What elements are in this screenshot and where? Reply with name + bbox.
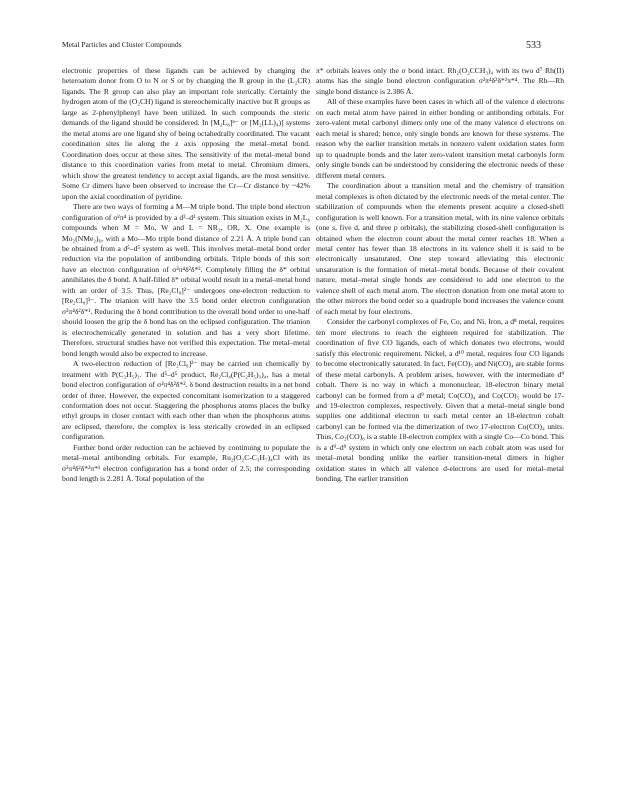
left-column xyxy=(62,66,310,485)
paragraph: electronic properties of these ligands can be achieved by changing the heteroatom donor from O to N or S or by changing the R group in the (L₂CR) ligands. The R group can also play an important role sterically. Certainly the hydrogen atom of the (O₂CH) ligand is stereochemically inactive but R groups as large as 2-phenylphenyl have been utilized. In such compounds the steric demands of the ligand should be considered. In [M₂L₈]ⁿ⁻ or [M₂(LL)₄)] systems the metal atoms are one ligand shy of being octahedrally coordinated. The vacant coordination sites lie along the z axis opposing the metal–metal bond. Coordination does occur at these sites. The sensitivity of the metal–metal bond distance to this coordination varies from metal to metal. Chromium dimers, which show the greatest tendency to accept axial ligands, are the most sensitive. Some Cr dimers have been observed to increase the Cr—Cr distance by ~42% upon the axial coordination of pyridine. xyxy=(62,66,310,201)
paragraph: A two-electron reduction of [Re₂Cl₈]²⁻ may be carried out chemically by treatment with P(C₂H₅)₃. The d⁵–d⁵ product, Re₂Cl₄(P(C₂H₅)₃)₄, has a metal bond electron configuration of σ²π⁴δ²δ*². δ bond destruction results in a net bond order of three. However, the expected concomitant isomerization to a staggered conformation does not occur. Staggering the phosphorus atoms places the bulky ethyl groups in closer contact with each other than when the phosphorus atoms are eclipsed, therefore, the complex is less sterically crowded in an eclipsed configuration. xyxy=(62,359,310,442)
right-column xyxy=(316,66,564,485)
page-number: 533 xyxy=(526,40,541,51)
paragraph: Further bond order reduction can be achieved by continuing to populate the metal–metal antibonding orbitals. For example, Ru₂(O₂C-C₃H₇)₄Cl with its σ²π⁴δ²δ*²π*¹ electron configuration has a bond order of 2.5; the corresponding bond length is 2.281 Å. Total population of the xyxy=(62,442,310,484)
paragraph: There are two ways of forming a M—M triple bond. The triple bond electron configuration of σ²π⁴ is provided by a d³–d³ system. This situation exists in M₂L₆ compounds when M = Mo, W and L = NR₂, OR, X. One example is Mo₂(NMe₂)₆, with a Mo—Mo triple bond distance of 2.21 Å. A triple bond can be obtained from a d⁵–d⁵ system as well. This involves metal–metal bond order reduction via the population of antibonding orbitals. Triple bonds of this sort have an electron configuration of σ²π⁴δ²δ*². Completely filling the δ* orbital annihilates the δ bond. A half-filled δ* orbital would result in a metal–metal bond with an order of 3.5. Thus, [Re₂Cl₈]²⁻ undergoes one-electron reduction to [Re₂Cl₈]³⁻. The trianion will have the 3.5 bond order electron configuration σ²π⁴δ²δ*¹. Reducing the δ bond contribution to the overall bond order to one-half should loosen the grip the δ bond has on the eclipsed configuration. The trianion is electrochemically generated in solution and has a very short lifetime. Therefore, structural studies have not verified this expectation. The metal–metal bond length would also be expected to increase. xyxy=(62,202,310,358)
paragraph: π* orbitals leaves only the σ bond intact. Rh₂(O₂CCH₃)₄ with its two d⁷ Rh(II) atoms has the single bond electron configuration σ²π⁴δ²δ*²π*⁴. The Rh—Rh single bond distance is 2.386 Å. xyxy=(316,66,564,96)
paragraph: All of these examples have been cases in which all of the valence d electrons on each metal atom have paired in either bonding or antibonding orbitals. For zero-valent metal carbonyl dimers only one of the many valence d electrons on each metal is shared; hence, only single bonds are known for these systems. The reason why the earlier transition metals in nonzero valent oxidation states form up to quadruple bonds and the later zero-valent transition metal carbonyls form only single bonds can be understood by considering the electronic needs of these different metal centers. xyxy=(316,97,564,180)
paragraph: Consider the carbonyl complexes of Fe, Co, and Ni. Iron, a d⁸ metal, requires ten more electrons to reach the eighteen required for stabilization. The coordination of five CO ligands, each of which donates two electrons, would satisfy this electronic requirement. Nickel, a d¹⁰ metal, requires four CO ligands to become electronically saturated. In fact, Fe(CO)₅ and Ni(CO)₄ are stable forms of these metal carbonyls. A problem arises, however, with the intermediate d⁹ cobalt. There is no way in which a mononuclear, 18-electron binary metal carbonyl can be formed from a d⁹ metal; Co(CO)₄ and Co(CO)₅ would be 17- and 19-electron complexes, respectively. Given that a metal–metal single bond supplies one additional electron to each metal center an 18-electron cobalt carbonyl can be formed via the dimerization of two 17-electron Co(CO)₄ units. Thus, Co₂(CO)₈ is a stable 18-electron complex with a single Co—Co bond. This is a d⁹–d⁹ system in which only one electron on each cobalt atom was used for metal–metal bonding unlike the earlier transition-metal dimers in higher oxidation states in which all valence d-electrons are used for metal–metal bonding. The earlier transition xyxy=(316,317,564,484)
paragraph: The coordination about a transition metal and the chemistry of transition metal complexes is often dictated by the electronic needs of the metal center. The stabilization of compounds when the elements present acquire a closed-shell configuration is well known. For a transition metal, with its nine valence orbitals (one s, five d, and three p orbitals), the stabilizing closed-shell configuration is obtained when the electron count about the metal center reaches 18. When a metal center has fewer than 18 electrons in its valence shell it is said to be electronically unsaturated. One step toward alleviating this electronic unsaturation is the formation of metal–metal bonds. Because of their covalent nature, metal–metal single bonds are considered to add one electron to the valence shell of each metal atom. The electron donation from one metal atom to the other mirrors the bond order so a quadruple bond increases the valence count of each metal by four electrons. xyxy=(316,181,564,316)
running-head: Metal Particles and Cluster Compounds xyxy=(62,40,182,49)
